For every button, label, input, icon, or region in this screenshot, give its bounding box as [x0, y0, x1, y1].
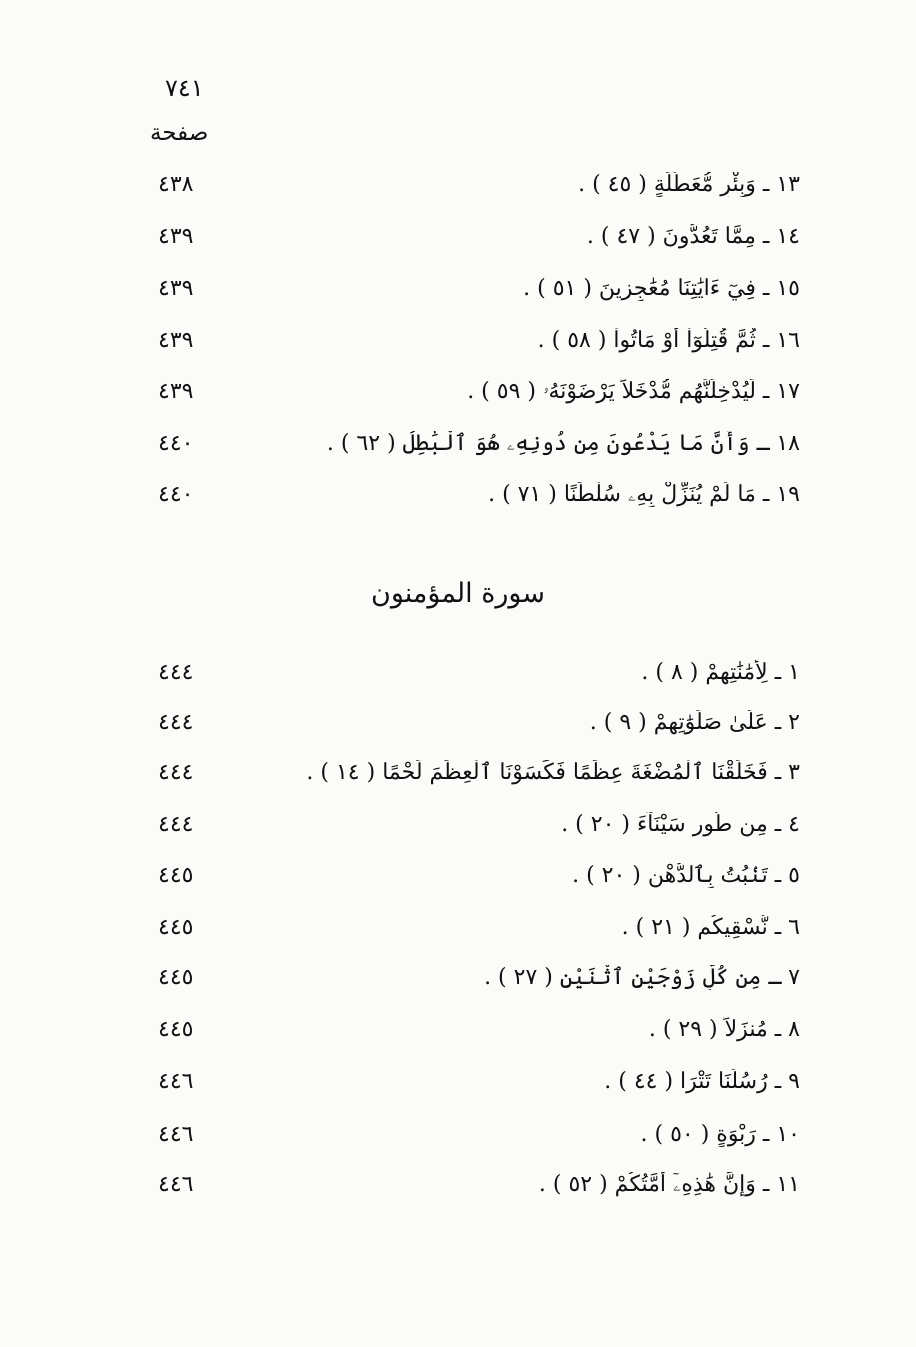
- entry-text: ١٨ ـ وَأَنَّ مَا يَدْعُونَ مِن دُونِهِۦ هُوَ ٱلْبَٰطِلُ ( ٦٢ ) .: [326, 431, 800, 456]
- index-entry: [150, 328, 800, 368]
- index-entry: [150, 172, 800, 212]
- entry-text: ٢ ـ عَلَىٰ صَلَوَٰتِهِمْ ( ٩ ) .: [589, 710, 800, 735]
- entry-page: ٤٣٩: [158, 379, 194, 404]
- index-entry: [150, 379, 800, 419]
- entry-text: ٤ ـ مِن طُورِ سَيْنَآءَ ( ٢٠ ) .: [561, 812, 800, 837]
- entry-text: ٦ ـ نُّسْقِيكُم ( ٢١ ) .: [621, 915, 800, 940]
- entry-page: ٤٤٠: [158, 482, 194, 507]
- entry-text: ١٤ ـ مِمَّا تَعُدُّونَ ( ٤٧ ) .: [586, 224, 800, 249]
- entry-text: ٩ ـ رُسُلَنَا تَتْرَا ( ٤٤ ) .: [604, 1069, 800, 1094]
- entry-page: ٤٤٦: [158, 1069, 194, 1094]
- entry-page: ٤٤٤: [158, 812, 194, 837]
- entry-text: ٧ ـ مِن كُلٍّ زَوْجَيْنِ ٱثْنَيْنِ ( ٢٧ ) .: [484, 965, 800, 990]
- entry-page: ٤٤٠: [158, 431, 194, 456]
- entry-page: ٤٤٦: [158, 1122, 194, 1147]
- entry-text: ١٩ ـ مَا لَمْ يُنَزِّلْ بِهِۦ سُلْطَٰنًا ( ٧١ ) .: [488, 482, 800, 507]
- index-entry: [150, 482, 800, 522]
- column-header: صفحة: [150, 120, 209, 146]
- entry-page: ٤٤٥: [158, 915, 194, 940]
- index-entry: [150, 915, 800, 955]
- entry-text: ١٠ ـ رَبْوَةٍ ( ٥٠ ) .: [640, 1122, 800, 1147]
- index-entry: [150, 1122, 800, 1162]
- entry-text: ١٥ ـ فِيٓ ءَايَٰتِنَا مُعَٰجِزِينَ ( ٥١ ) .: [523, 276, 800, 301]
- entry-text: ١١ ـ وَإِنَّ هَٰذِهِۦٓ أُمَّتُكُمْ ( ٥٢ ) .: [538, 1172, 800, 1197]
- entry-page: ٤٣٩: [158, 276, 194, 301]
- entry-text: ٣ ـ فَخَلَقْنَا ٱلْمُضْغَةَ عِظَٰمًا فَكَسَوْنَا ٱلْعِظَٰمَ لَحْمًا ( ١٤ ) .: [306, 760, 800, 785]
- entry-page: ٤٤٦: [158, 1172, 194, 1197]
- index-entry: [150, 812, 800, 852]
- entry-page: ٤٤٥: [158, 965, 194, 990]
- index-entry: [150, 1069, 800, 1109]
- entry-text: ١ ـ لِأَمَٰنَٰتِهِمْ ( ٨ ) .: [641, 660, 800, 685]
- entry-page: ٤٣٩: [158, 328, 194, 353]
- index-entry: [150, 431, 800, 471]
- page-number: ٧٤١: [165, 74, 204, 102]
- entry-page: ٤٤٤: [158, 660, 194, 685]
- index-entry: [150, 1172, 800, 1212]
- index-entry: [150, 863, 800, 903]
- entry-text: ٥ ـ تَنۢبُتُ بِٱلدُّهْنِ ( ٢٠ ) .: [572, 863, 800, 888]
- index-entry: [150, 224, 800, 264]
- entry-page: ٤٤٤: [158, 760, 194, 785]
- entry-text: ١٧ ـ لَيُدْخِلَنَّهُم مُّدْخَلاً يَرْضَوْنَهُۥ ( ٥٩ ) .: [467, 379, 800, 404]
- entry-text: ٨ ـ مُنزَلاً ( ٢٩ ) .: [648, 1017, 800, 1042]
- entry-page: ٤٤٥: [158, 863, 194, 888]
- entry-text: ١٦ ـ ثُمَّ قُتِلُوٓاْ أَوْ مَاتُواْ ( ٥٨ ) .: [537, 328, 800, 353]
- entry-page: ٤٣٩: [158, 224, 194, 249]
- index-entry: [150, 965, 800, 1005]
- entry-text: ١٣ ـ وَبِئْرٍ مُّعَطَّلَةٍ ( ٤٥ ) .: [578, 172, 800, 197]
- index-entry: [150, 710, 800, 750]
- index-entry: [150, 660, 800, 700]
- entry-page: ٤٤٤: [158, 710, 194, 735]
- entry-page: ٤٤٥: [158, 1017, 194, 1042]
- index-entry: [150, 760, 800, 800]
- entry-page: ٤٣٨: [158, 172, 194, 197]
- section-title: سورة المؤمنون: [370, 578, 545, 609]
- index-entry: [150, 1017, 800, 1057]
- index-entry: [150, 276, 800, 316]
